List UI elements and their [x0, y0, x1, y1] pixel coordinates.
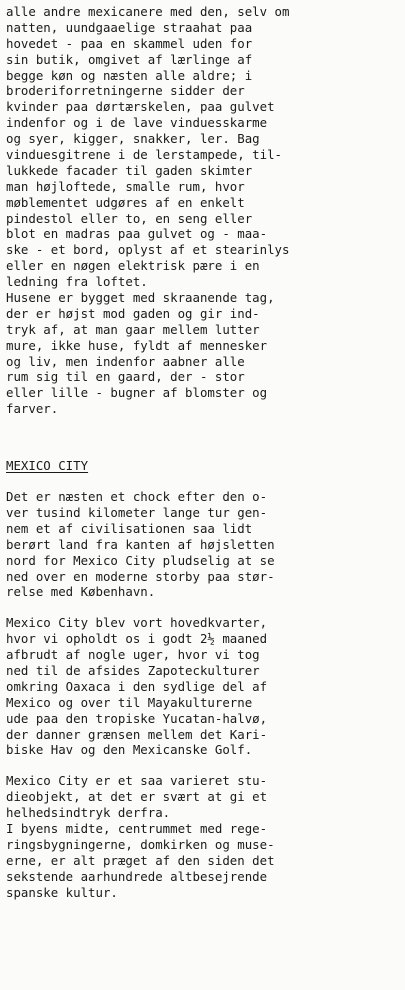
- text-line: Mexico City blev vort hovedkvarter,: [6, 615, 268, 631]
- text-line: eller en nøgen elektrisk pære i en: [6, 258, 260, 274]
- text-line: pindestol eller to, en seng eller: [6, 210, 253, 226]
- text-line: ned over en moderne storby paa stør-: [6, 568, 275, 584]
- blank-space: [6, 600, 399, 615]
- text-line: alle andre mexicanere med den, selv om: [6, 4, 290, 19]
- text-line: og liv, men indenfor aabner alle: [6, 353, 245, 369]
- text-line: rum sig til en gaard, der - stor: [6, 369, 245, 385]
- paragraph: [6, 290, 399, 417]
- paragraph: [6, 4, 399, 290]
- paragraph: [6, 773, 399, 900]
- text-line: ringsbygningerne, domkirken og muse-: [6, 836, 275, 852]
- text-line: der danner grænsen mellem det Kari-: [6, 726, 268, 742]
- text-line: begge køn og næsten alle aldre; i: [6, 67, 253, 83]
- blank-space: [6, 443, 399, 458]
- text-line: mure, ikke huse, fyldt af mennesker: [6, 337, 268, 353]
- text-line: broderiforretningerne sidder der: [6, 83, 245, 99]
- blank-space: [6, 758, 399, 773]
- text-line: man højloftede, smalle rum, hvor: [6, 178, 245, 194]
- text-line: helhedsindtryk derfra.: [6, 805, 171, 821]
- text-line: lukkede facader til gaden skimter: [6, 162, 253, 178]
- text-line: relse med København.: [6, 584, 156, 600]
- text-line: natten, uundgaaelige straahat paa: [6, 19, 253, 35]
- blank-space: [6, 474, 399, 489]
- text-line: dieobjekt, at det er svært at gi et: [6, 789, 268, 805]
- section-heading: MEXICO CITY: [6, 458, 89, 474]
- text-line: ver tusind kilometer lange tur gen-: [6, 504, 268, 520]
- text-line: I byens midte, centrummet med rege-: [6, 820, 268, 836]
- text-line: Mexico City er et saa varieret stu-: [6, 773, 268, 789]
- text-line: der er højst mod gaden og gir ind-: [6, 305, 260, 321]
- text-line: sekstende aarhundrede altbesejrende: [6, 868, 268, 884]
- text-line: Det er næsten et chock efter den o-: [6, 489, 268, 505]
- text-line: biske Hav og den Mexicanske Golf.: [6, 742, 253, 758]
- text-line: tryk af, at man gaar mellem lutter: [6, 321, 260, 337]
- text-line: nord for Mexico City pludselig at se: [6, 552, 275, 568]
- text-line: spanske kultur.: [6, 884, 118, 900]
- text-line: erne, er alt præget af den siden det: [6, 852, 275, 868]
- text-line: og syer, kigger, snakker, ler. Bag: [6, 131, 260, 147]
- text-line: kvinder paa dørtærskelen, paa gulvet: [6, 99, 275, 115]
- text-line: hovedet - paa en skammel uden for: [6, 35, 253, 51]
- paragraph: [6, 489, 399, 600]
- text-line: blot en madras paa gulvet og - maa-: [6, 226, 268, 242]
- text-line: nem et af civilisationen saa lidt: [6, 520, 253, 536]
- text-line: eller lille - bugner af blomster og: [6, 385, 268, 401]
- text-line: farver.: [6, 401, 59, 417]
- text-line: møblementet udgøres af en enkelt: [6, 194, 245, 210]
- text-line: Mexico og over til Mayakulturerne: [6, 694, 253, 710]
- text-line: ude paa den tropiske Yucatan-halvø,: [6, 710, 268, 726]
- paragraph: [6, 615, 399, 758]
- text-line: berørt land fra kanten af højsletten: [6, 536, 275, 552]
- text-line: Husene er bygget med skraanende tag,: [6, 290, 275, 306]
- text-line: indenfor og i de lave vinduesskarme: [6, 115, 268, 131]
- text-line: vinduesgitrene i de lerstampede, til-: [6, 147, 283, 163]
- text-line: ledning fra loftet.: [6, 274, 148, 290]
- text-line: sin butik, omgivet af lærlinge af: [6, 51, 253, 67]
- text-line: afbrudt af nogle uger, hvor vi tog: [6, 647, 260, 663]
- text-line: ske - et bord, oplyst af et stearinlys: [6, 242, 290, 258]
- text-line: hvor vi opholdt os i godt 2½ maaned: [6, 631, 268, 647]
- text-line: ned til de afsides Zapoteckulturer: [6, 662, 260, 678]
- blank-space: [6, 417, 399, 443]
- text-line: omkring Oaxaca i den sydlige del af: [6, 678, 268, 694]
